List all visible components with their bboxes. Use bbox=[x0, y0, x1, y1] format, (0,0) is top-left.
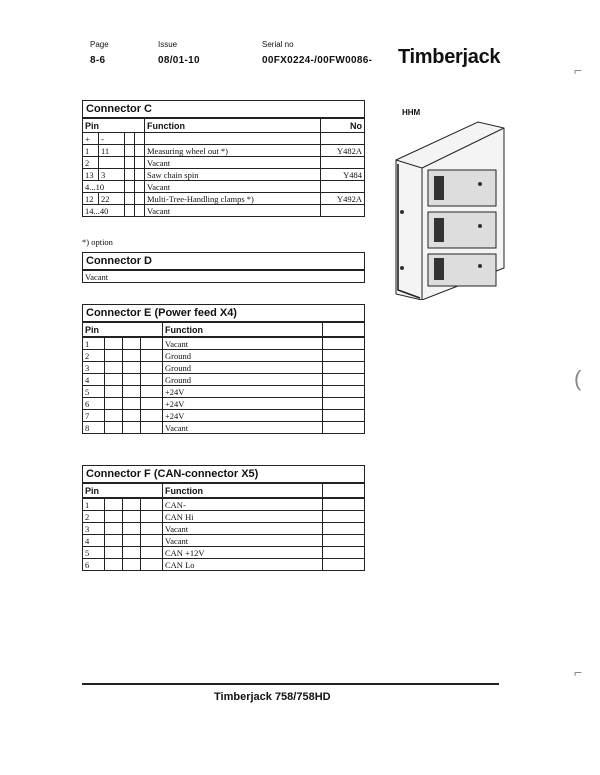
serial-number: 00FX0224-/00FW0086- bbox=[262, 55, 373, 66]
connector-d-title: Connector D bbox=[82, 252, 365, 270]
function-cell: Vacant bbox=[163, 523, 323, 535]
connector-e-section bbox=[82, 304, 365, 434]
footer-rule bbox=[82, 683, 499, 685]
table-row bbox=[83, 398, 365, 410]
connector-c-section bbox=[82, 100, 365, 217]
function-cell: Ground bbox=[163, 374, 323, 386]
connector-f-section bbox=[82, 465, 365, 571]
col-function: Function bbox=[163, 323, 323, 337]
no-cell: Y484 bbox=[321, 169, 365, 181]
pin-cell: 6 bbox=[83, 398, 105, 410]
pin-cell: 5 bbox=[83, 547, 105, 559]
function-cell: Measuring wheel out *) bbox=[145, 145, 321, 157]
issue-date: 08/01-10 bbox=[158, 55, 200, 66]
pin-cell: 1 bbox=[83, 338, 105, 350]
pin-cell: 14...40 bbox=[83, 205, 125, 217]
function-cell: CAN Lo bbox=[163, 559, 323, 571]
footer-title: Timberjack 758/758HD bbox=[214, 691, 331, 703]
table-row bbox=[83, 145, 365, 157]
pin-cell: 1 bbox=[83, 145, 99, 157]
connector-f-body bbox=[82, 498, 365, 571]
function-cell: Vacant bbox=[83, 271, 365, 283]
function-cell: Vacant bbox=[145, 157, 321, 169]
table-row bbox=[83, 559, 365, 571]
pin-cell: 2 bbox=[83, 350, 105, 362]
col-function: Function bbox=[145, 119, 321, 133]
function-cell: Vacant bbox=[145, 181, 321, 193]
page-label: Page bbox=[90, 40, 109, 49]
function-cell: Ground bbox=[163, 362, 323, 374]
pin-cell: 3 bbox=[99, 169, 125, 181]
col-pin: Pin bbox=[83, 323, 163, 337]
pin-cell: 22 bbox=[99, 193, 125, 205]
pin-cell: 5 bbox=[83, 386, 105, 398]
function-cell: +24V bbox=[163, 386, 323, 398]
function-cell: Ground bbox=[163, 350, 323, 362]
connector-f-title: Connector F (CAN-connector X5) bbox=[82, 465, 365, 483]
table-row bbox=[83, 499, 365, 511]
no-cell bbox=[321, 181, 365, 193]
connector-e-body bbox=[82, 337, 365, 434]
table-row bbox=[83, 169, 365, 181]
col-no: No bbox=[321, 119, 365, 133]
table-row bbox=[83, 523, 365, 535]
issue-label: Issue bbox=[158, 40, 178, 49]
plus-sign: + bbox=[83, 133, 99, 145]
function-cell: CAN- bbox=[163, 499, 323, 511]
pin-cell: 8 bbox=[83, 422, 105, 434]
col-pin: Pin bbox=[83, 119, 145, 133]
table-row bbox=[83, 386, 365, 398]
pin-cell: 4...10 bbox=[83, 181, 125, 193]
function-cell: +24V bbox=[163, 410, 323, 422]
figure-label: HHM bbox=[402, 108, 421, 117]
function-cell: +24V bbox=[163, 398, 323, 410]
pin-cell: 2 bbox=[83, 157, 99, 169]
function-cell: Saw chain spin bbox=[145, 169, 321, 181]
table-row bbox=[83, 350, 365, 362]
table-row bbox=[83, 193, 365, 205]
no-cell: Y492A bbox=[321, 193, 365, 205]
function-cell: CAN Hi bbox=[163, 511, 323, 523]
scan-mark: ⌐ bbox=[574, 664, 583, 680]
connector-e-title: Connector E (Power feed X4) bbox=[82, 304, 365, 322]
pin-cell: 2 bbox=[83, 511, 105, 523]
function-cell: CAN +12V bbox=[163, 547, 323, 559]
page-number: 8-6 bbox=[90, 55, 106, 66]
table-row bbox=[83, 511, 365, 523]
pin-cell: 13 bbox=[83, 169, 99, 181]
pin-cell bbox=[99, 157, 125, 169]
brand-logo: Timberjack bbox=[398, 46, 501, 68]
table-row bbox=[83, 422, 365, 434]
connector-f-table bbox=[82, 483, 365, 498]
pin-cell: 3 bbox=[83, 362, 105, 374]
col-pin: Pin bbox=[83, 484, 163, 498]
serial-label: Serial no bbox=[262, 40, 294, 49]
function-cell: Vacant bbox=[163, 422, 323, 434]
pin-cell: 1 bbox=[83, 499, 105, 511]
table-row bbox=[83, 133, 365, 145]
no-cell: Y482A bbox=[321, 145, 365, 157]
no-cell bbox=[321, 157, 365, 169]
pin-cell: 11 bbox=[99, 145, 125, 157]
table-row bbox=[83, 374, 365, 386]
no-cell bbox=[321, 205, 365, 217]
function-cell: Vacant bbox=[145, 205, 321, 217]
table-row bbox=[83, 338, 365, 350]
table-row bbox=[83, 547, 365, 559]
table-row bbox=[83, 181, 365, 193]
table-row bbox=[83, 410, 365, 422]
table-header-row bbox=[83, 119, 365, 133]
pin-cell: 4 bbox=[83, 374, 105, 386]
pin-cell: 7 bbox=[83, 410, 105, 422]
connector-d-table bbox=[82, 270, 365, 283]
table-row bbox=[83, 205, 365, 217]
connector-c-table bbox=[82, 118, 365, 217]
col-function: Function bbox=[163, 484, 323, 498]
option-note: *) option bbox=[82, 237, 113, 247]
hhm-module-icon bbox=[392, 118, 510, 300]
table-header-row bbox=[83, 484, 365, 498]
pin-cell: 3 bbox=[83, 523, 105, 535]
minus-sign: - bbox=[99, 133, 125, 145]
table-row bbox=[83, 157, 365, 169]
pin-cell: 12 bbox=[83, 193, 99, 205]
table-row bbox=[83, 362, 365, 374]
function-cell: Vacant bbox=[163, 338, 323, 350]
table-header-row bbox=[83, 323, 365, 337]
scan-mark: ⌐ bbox=[574, 62, 583, 78]
connector-c-title: Connector C bbox=[82, 100, 365, 118]
pin-cell: 6 bbox=[83, 559, 105, 571]
table-row bbox=[83, 535, 365, 547]
connector-e-table bbox=[82, 322, 365, 337]
function-cell: Vacant bbox=[163, 535, 323, 547]
connector-d-section bbox=[82, 252, 365, 283]
table-row bbox=[83, 271, 365, 283]
function-cell: Multi-Tree-Handling clamps *) bbox=[145, 193, 321, 205]
scan-mark: ( bbox=[574, 366, 582, 391]
pin-cell: 4 bbox=[83, 535, 105, 547]
